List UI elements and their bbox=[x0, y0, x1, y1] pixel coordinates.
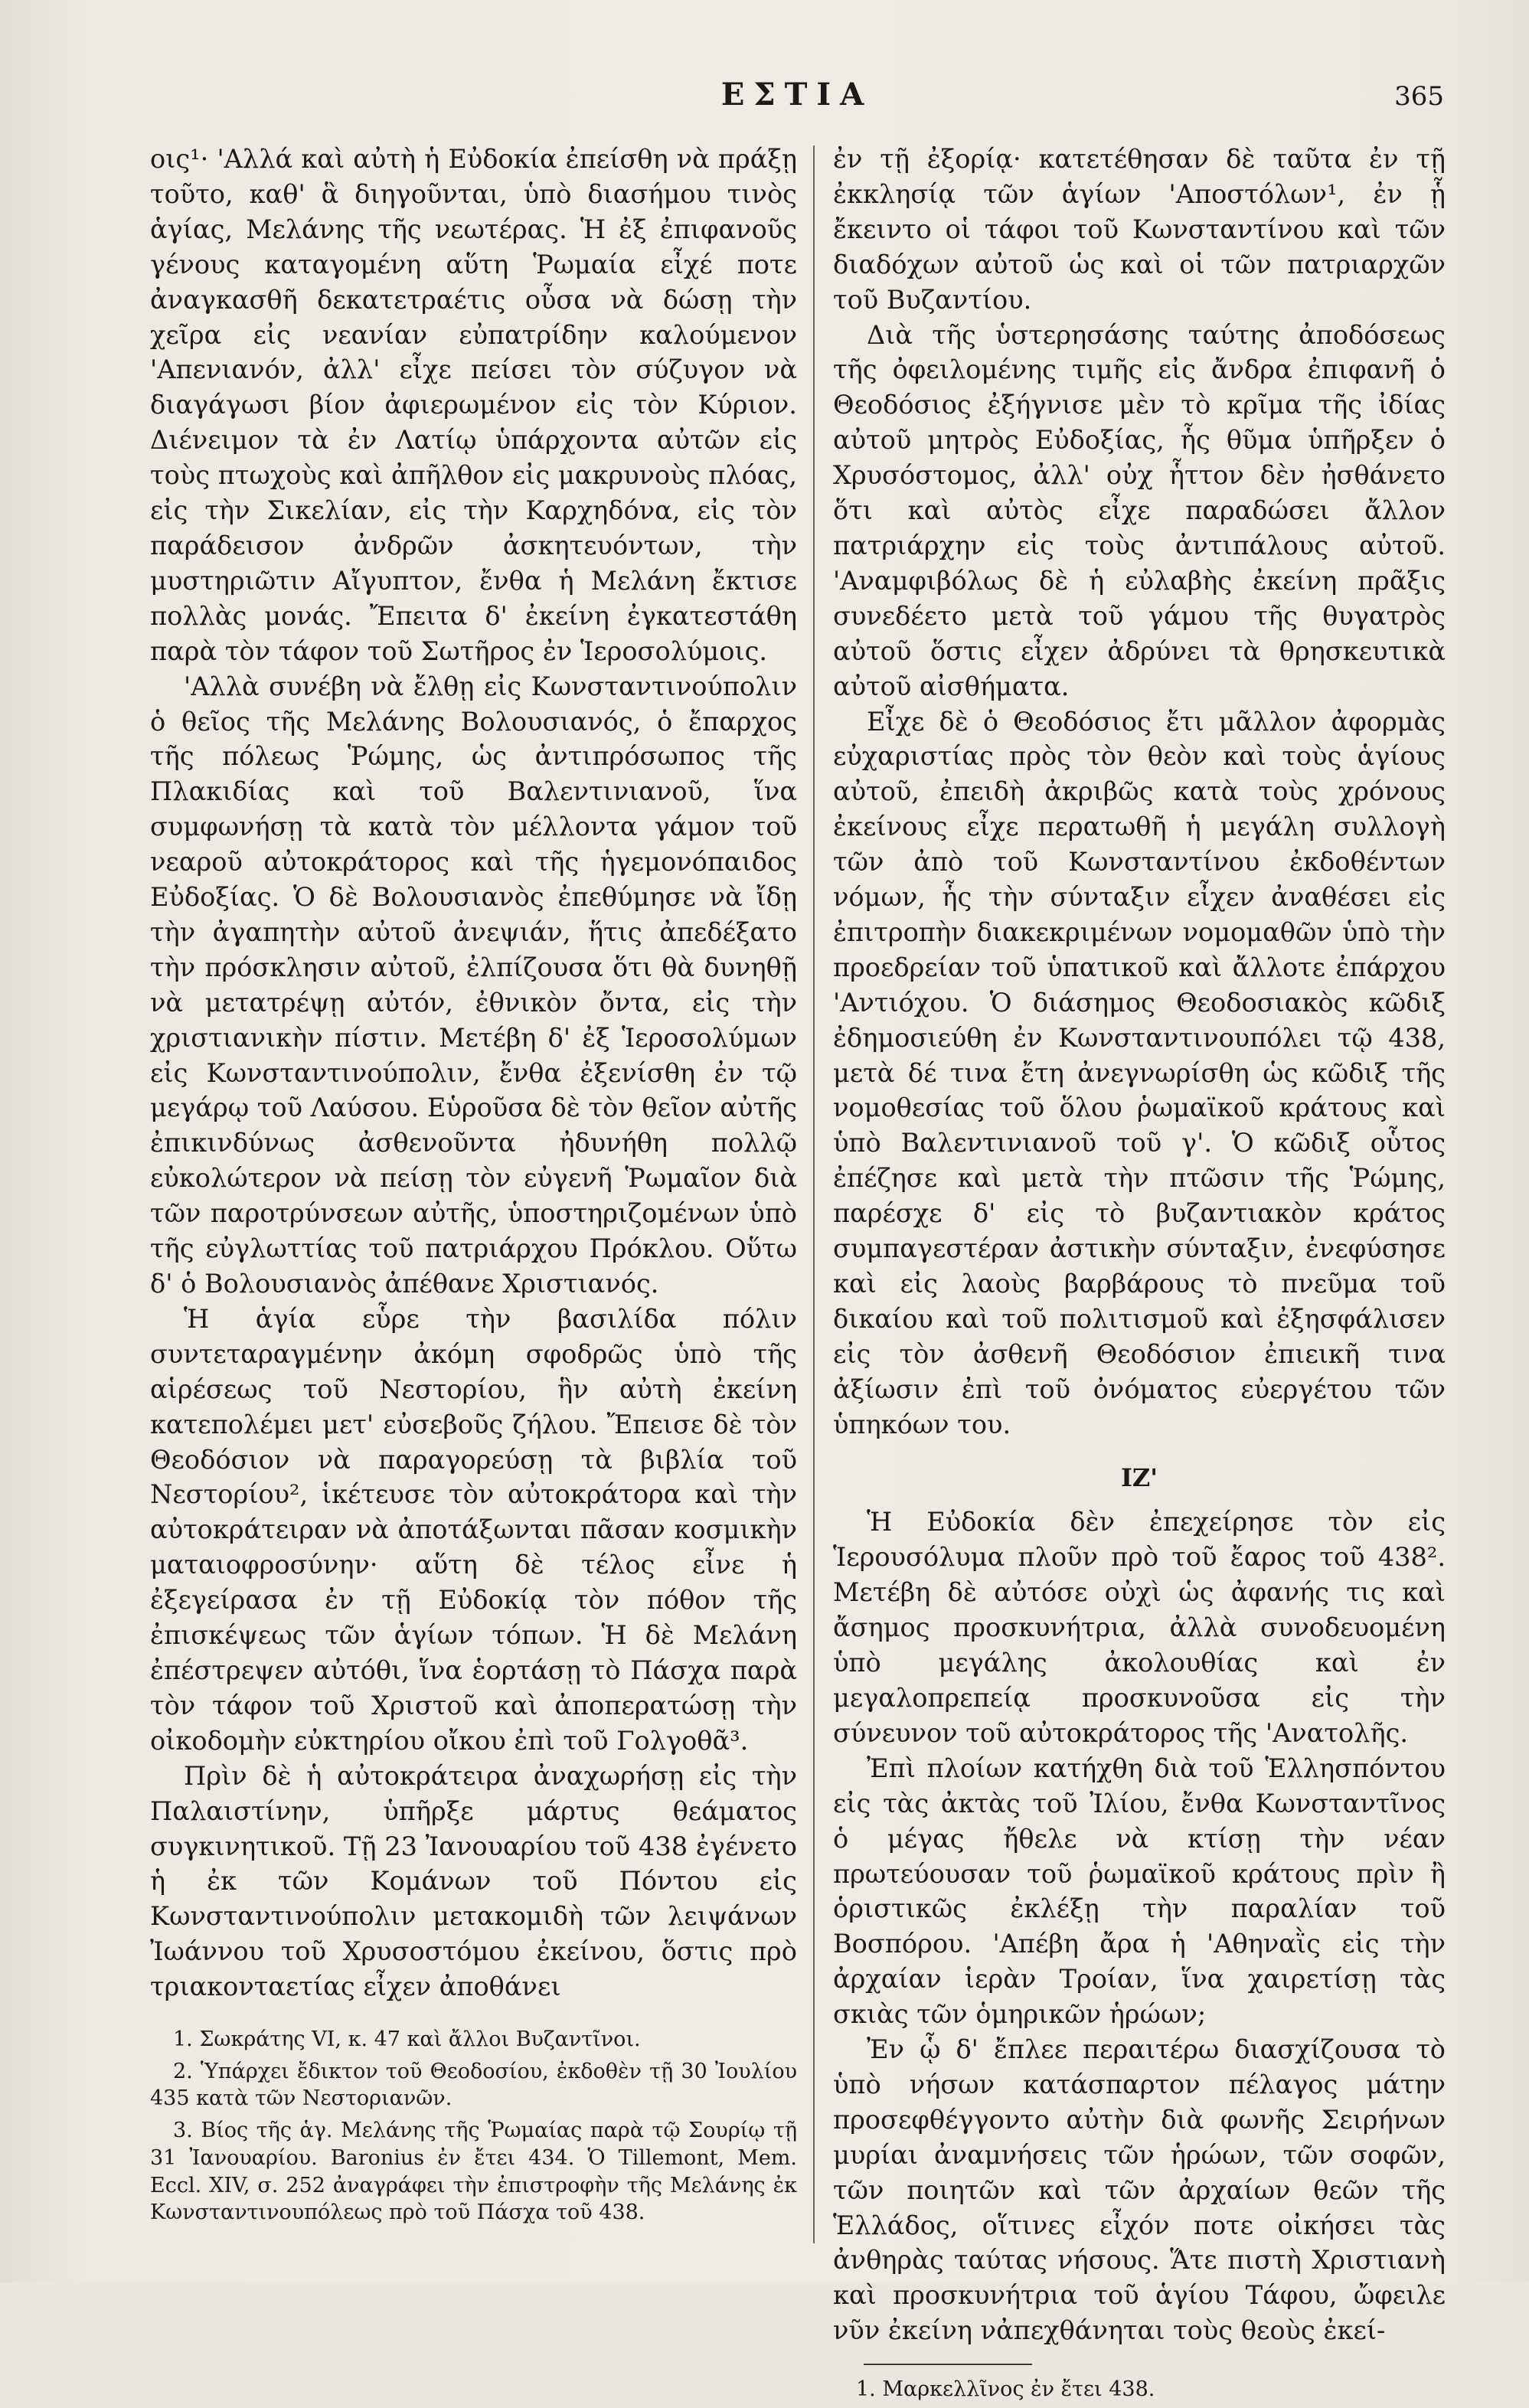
section-number: ΙΖ' bbox=[1120, 1462, 1158, 1492]
page-number: 365 bbox=[1394, 81, 1444, 112]
paragraph: Ἐν ᾧ δ' ἔπλεε περαιτέρω διασχίζουσα τὸ ὑπὸ νήσων κατάσπαρτον πέλαγος μάτην προσεφθέγγοντο αὐτὴν διὰ φωνῆς Σειρήνων μυρίαι ἀναμνήσεις τῶν ἡρώων, τῶν σοφῶν, τῶν ποιητῶν καὶ τῶν ἀρχαίων θεῶν τῆς Ἑλλάδος, οἵτινες εἶχόν ποτε οἰκήσει τὰς ἀνθηρὰς ταύτας νήσους. Ἅτε πιστὴ Χριστιανὴ καὶ προσκυνήτρια τοῦ ἁγίου Τάφου, ὤφειλε νῦν ἐκείνη νἀπεχθάνηται τοὺς θεοὺς ἐκεί- bbox=[833, 2034, 1446, 2346]
paragraph: Ἡ Εὐδοκία δὲν ἐπεχείρησε τὸν εἰς Ἱερουσόλυμα πλοῦν πρὸ τοῦ ἔαρος τοῦ 438². Μετέβη δὲ αὐτόσε οὐχὶ ὡς ἀφανής τις καὶ ἄσημος προσκυνήτρια, ἀλλὰ συνοδευομένη ὑπὸ μεγάλης ἀκολουθίας καὶ ἐν μεγαλοπρεπείᾳ προσκυνοῦσα εἰς τὴν σύνευνον τοῦ αὐτοκράτορος τῆς 'Ανατολῆς. bbox=[833, 1507, 1446, 1748]
footnote: 1. Μαρκελλῖνος ἐν ἔτει 438. bbox=[856, 2377, 1155, 2402]
paragraph: ἐν τῇ ἐξορίᾳ· κατετέθησαν δὲ ταῦτα ἐν τῇ ἐκκλησίᾳ τῶν ἁγίων 'Αποστόλων¹, ἐν ᾗ ἔκειντο οἱ τάφοι τοῦ Κωνσταντίνου καὶ τῶν διαδόχων αὐτοῦ ὡς καὶ οἱ τῶν πατριαρχῶν τοῦ Βυζαντίου. bbox=[833, 144, 1446, 315]
footnote-rule bbox=[864, 2364, 1032, 2365]
paragraph: οις¹· 'Αλλά καὶ αὐτὴ ἡ Εὐδοκία ἐπείσθη νὰ πράξῃ τοῦτο, καθ' ἃ διηγοῦνται, ὑπὸ διασήμου τινὸς ἁγίας, Μελάνης τῆς νεωτέρας. Ἡ ἐξ ἐπιφανοῦς γένους καταγομένη αὕτη Ῥωμαία εἶχέ ποτε ἀναγκασθῆ δεκατετραέτις οὖσα νὰ δώσῃ τὴν χεῖρα εἰς νεανίαν εὐπατρίδην καλούμενον 'Απενιανόν, ἀλλ' εἶχε πείσει τὸν σύζυγον νὰ διαγάγωσι βίον ἀφιερωμένον εἰς τὸν Κύριον. Διένειμον τὰ ἐν Λατίῳ ὑπάρχοντα αὐτῶν εἰς τοὺς πτωχοὺς καὶ ἀπῆλθον εἰς μακρυνοὺς πλόας, εἰς τὴν Σικελίαν, εἰς τὴν Καρχηδόνα, εἰς τὸν παράδεισον ἀνδρῶν ἀσκητευόντων, τὴν μυστηριῶτιν Αἴγυπτον, ἔνθα ἡ Μελάνη ἔκτισε πολλὰς μονάς. Ἔπειτα δ' ἐκείνη ἐγκατεστάθη παρὰ τὸν τάφον τοῦ Σωτῆρος ἐν Ἱεροσολύμοις. bbox=[150, 144, 797, 666]
paragraph: Ἐπὶ πλοίων κατήχθη διὰ τοῦ Ἑλλησπόντου εἰς τὰς ἀκτὰς τοῦ Ἰλίου, ἔνθα Κωνσταντῖνος ὁ μέγας ἤθελε νὰ κτίσῃ τὴν νέαν πρωτεύουσαν τοῦ ῥωμαϊκοῦ κράτους πρὶν ἢ ὁριστικῶς ἐκλέξῃ τὴν παραλίαν τοῦ Βοσπόρου. 'Απέβη ἄρα ἡ 'Αθηναῒς εἰς τὴν ἀρχαίαν ἱερὰν Τροίαν, ἵνα χαιρετίσῃ τὰς σκιὰς τῶν ὁμηρικῶν ἡρώων; bbox=[833, 1753, 1446, 2030]
left-column bbox=[150, 142, 797, 2231]
column-divider bbox=[813, 145, 815, 2243]
paragraph: Ἡ ἁγία εὗρε τὴν βασιλίδα πόλιν συντεταραγμένην ἀκόμη σφοδρῶς ὑπὸ τῆς αἱρέσεως τοῦ Νεστορίου, ἣν αὐτὴ ἐκείνη κατεπολέμει μετ' εὐσεβοῦς ζήλου. Ἔπεισε δὲ τὸν Θεοδόσιον νὰ παραγορεύσῃ τὰ βιβλία τοῦ Νεστορίου², ἱκέτευσε τὸν αὐτοκράτορα καὶ τὴν αὐτοκράτειραν νὰ ἀποτάξωνται πᾶσαν κοσμικὴν ματαιοφροσύνην· αὕτη δὲ τέλος εἶνε ἡ ἐξεγείρασα ἐν τῇ Εὐδοκίᾳ τὸν πόθον τῆς ἐπισκέψεως τῶν ἁγίων τόπων. Ἡ δὲ Μελάνη ἐπέστρεψεν αὐτόθι, ἵνα ἑορτάσῃ τὸ Πάσχα παρὰ τὸν τάφον τοῦ Χριστοῦ καὶ ἀποπερατώσῃ τὴν οἰκοδομὴν εὐκτηρίου οἴκου ἐπὶ τοῦ Γολγοθᾶ³. bbox=[150, 1303, 797, 1756]
footnotes bbox=[833, 2364, 1446, 2403]
paragraph: Διὰ τῆς ὑστερησάσης ταύτης ἀποδόσεως τῆς ὀφειλομένης τιμῆς εἰς ἄνδρα ἐπιφανῆ ὁ Θεοδόσιος ἐξήγνισε μὲν τὸ κρῖμα τῆς ἰδίας αὐτοῦ μητρὸς Εὐδοξίας, ἧς θῦμα ὑπῆρξεν ὁ Χρυσόστομος, ἀλλ' οὐχ ἧττον δὲν ἠσθάνετο ὅτι καὶ αὐτὸς εἶχε παραδώσει ἄλλον πατριάρχην εἰς τοὺς ἀντιπάλους αὐτοῦ. 'Αναμφιβόλως δὲ ἡ εὐλαβὴς ἐκείνη πρᾶξις συνεδέετο μετὰ τοῦ γάμου τῆς θυγατρὸς αὐτοῦ ὅστις εἶχεν ἀδρύνει τὰ θρησκευτικὰ αὐτοῦ αἰσθήματα. bbox=[833, 319, 1446, 701]
footnote: 3. Βίος τῆς ἁγ. Μελάνης τῆς Ῥωμαίας παρὰ τῷ Σουρίῳ τῇ 31 Ἰανουαρίου. Baronius ἐν ἔτει 434. Ὁ Tillemont, Mem. Eccl. XIV, σ. 252 ἀναγράφει τὴν ἐπιστροφὴν τῆς Μελάνης ἐκ Κωνσταντινουπόλεως πρὸ τοῦ Πάσχα τοῦ 438. bbox=[150, 2119, 797, 2225]
running-title: ΕΣΤΙΑ bbox=[720, 77, 874, 113]
footnote: 1. Σωκράτης VI, κ. 47 καὶ ἄλλοι Βυζαντῖνοι. bbox=[173, 2027, 641, 2052]
paragraph: Πρὶν δὲ ἡ αὐτοκράτειρα ἀναχωρήσῃ εἰς τὴν Παλαιστίνην, ὑπῆρξε μάρτυς θεάματος συγκινητικοῦ. Τῇ 23 Ἰανουαρίου τοῦ 438 ἐγένετο ἡ ἐκ τῶν Κομάνων τοῦ Πόντου εἰς Κωνσταντινούπολιν μετακομιδὴ τῶν λειψάνων Ἰωάννου τοῦ Χρυσοστόμου ἐκείνου, ὅστις πρὸ τριακονταετίας εἶχεν ἀποθάνει bbox=[150, 1760, 797, 2002]
paragraph: 'Αλλὰ συνέβη νὰ ἔλθῃ εἰς Κωνσταντινούπολιν ὁ θεῖος τῆς Μελάνης Βολουσιανός, ὁ ἔπαρχος τῆς πόλεως Ῥώμης, ὡς ἀντιπρόσωπος τῆς Πλακιδίας καὶ τοῦ Βαλεντινιανοῦ, ἵνα συμφωνήσῃ τὰ κατὰ τὸν μέλλοντα γάμον τοῦ νεαροῦ αὐτοκράτορος καὶ τῆς ἡγεμονόπαιδος Εὐδοξίας. Ὁ δὲ Βολουσιανὸς ἐπεθύμησε νὰ ἴδῃ τὴν ἀγαπητὴν αὐτοῦ ἀνεψιάν, ἥτις ἀπεδέξατο τὴν πρόσκλησιν αὐτοῦ, ἐλπίζουσα ὅτι θὰ δυνηθῇ νὰ μετατρέψῃ αὐτόν, ἐθνικὸν ὄντα, εἰς τὴν χριστιανικὴν πίστιν. Μετέβη δ' ἐξ Ἱεροσολύμων εἰς Κωνσταντινούπολιν, ἔνθα ἐξενίσθη ἐν τῷ μεγάρῳ τοῦ Λαύσου. Εὑροῦσα δὲ τὸν θεῖον αὐτῆς ἐπικινδύνως ἀσθενοῦντα ἠδυνήθη πολλῷ εὐκολώτερον νὰ πείσῃ τὸν εὐγενῆ Ῥωμαῖον διὰ τῶν παροτρύνσεων αὐτῆς, ὑποστηριζομένων ὑπὸ τῆς εὐγλωττίας τοῦ πατριάρχου Πρόκλου. Οὕτω δ' ὁ Βολουσιανὸς ἀπέθανε Χριστιανός. bbox=[150, 671, 797, 1299]
page-header bbox=[150, 77, 1444, 123]
paragraph: Εἶχε δὲ ὁ Θεοδόσιος ἔτι μᾶλλον ἀφορμὰς εὐχαριστίας πρὸς τὸν θεὸν καὶ τοὺς ἁγίους αὐτοῦ, ἐπειδὴ ἀκριβῶς κατὰ τοὺς χρόνους ἐκείνους εἶχε περατωθῆ ἡ μεγάλη συλλογὴ τῶν ἀπὸ τοῦ Κωνσταντίνου ἐκδοθέντων νόμων, ἧς τὴν σύνταξιν εἶχεν ἀναθέσει εἰς ἐπιτροπὴν διακεκριμένων νομομαθῶν ὑπὸ τὴν προεδρείαν τοῦ ὑπατικοῦ καὶ ἄλλοτε ἐπάρχου 'Αντιόχου. Ὁ διάσημος Θεοδοσιακὸς κῶδιξ ἐδημοσιεύθη ἐν Κωνσταντινουπόλει τῷ 438, μετὰ δέ τινα ἔτη ἀνεγνωρίσθη ὡς κῶδιξ τῆς νομοθεσίας τοῦ ὅλου ῥωμαϊκοῦ κράτους καὶ ὑπὸ Βαλεντινιανοῦ τοῦ γ'. Ὁ κῶδιξ οὗτος ἐπέζησε καὶ μετὰ τὴν πτῶσιν τῆς Ῥώμης, παρέσχε δ' εἰς τὸ βυζαντιακὸν κράτος συμπαγεστέραν ἀστικὴν σύνταξιν, ἐνεφύσησε καὶ εἰς λαοὺς βαρβάρους τὸ πνεῦμα τοῦ δικαίου καὶ τοῦ πολιτισμοῦ καὶ ἐξησφάλισεν εἰς τὸν ἀσθενῆ Θεοδόσιον ἐπιεικῆ τινα ἀξίωσιν ἐπὶ τοῦ ὀνόματος εὐεργέτου τῶν ὑπηκόων του. bbox=[833, 706, 1446, 1439]
right-column bbox=[833, 142, 1446, 2408]
footnotes bbox=[150, 2026, 797, 2227]
footnote: 2. Ὑπάρχει ἔδικτον τοῦ Θεοδοσίου, ἐκδοθὲν τῇ 30 Ἰουλίου 435 κατὰ τῶν Νεστοριανῶν. bbox=[150, 2059, 797, 2111]
